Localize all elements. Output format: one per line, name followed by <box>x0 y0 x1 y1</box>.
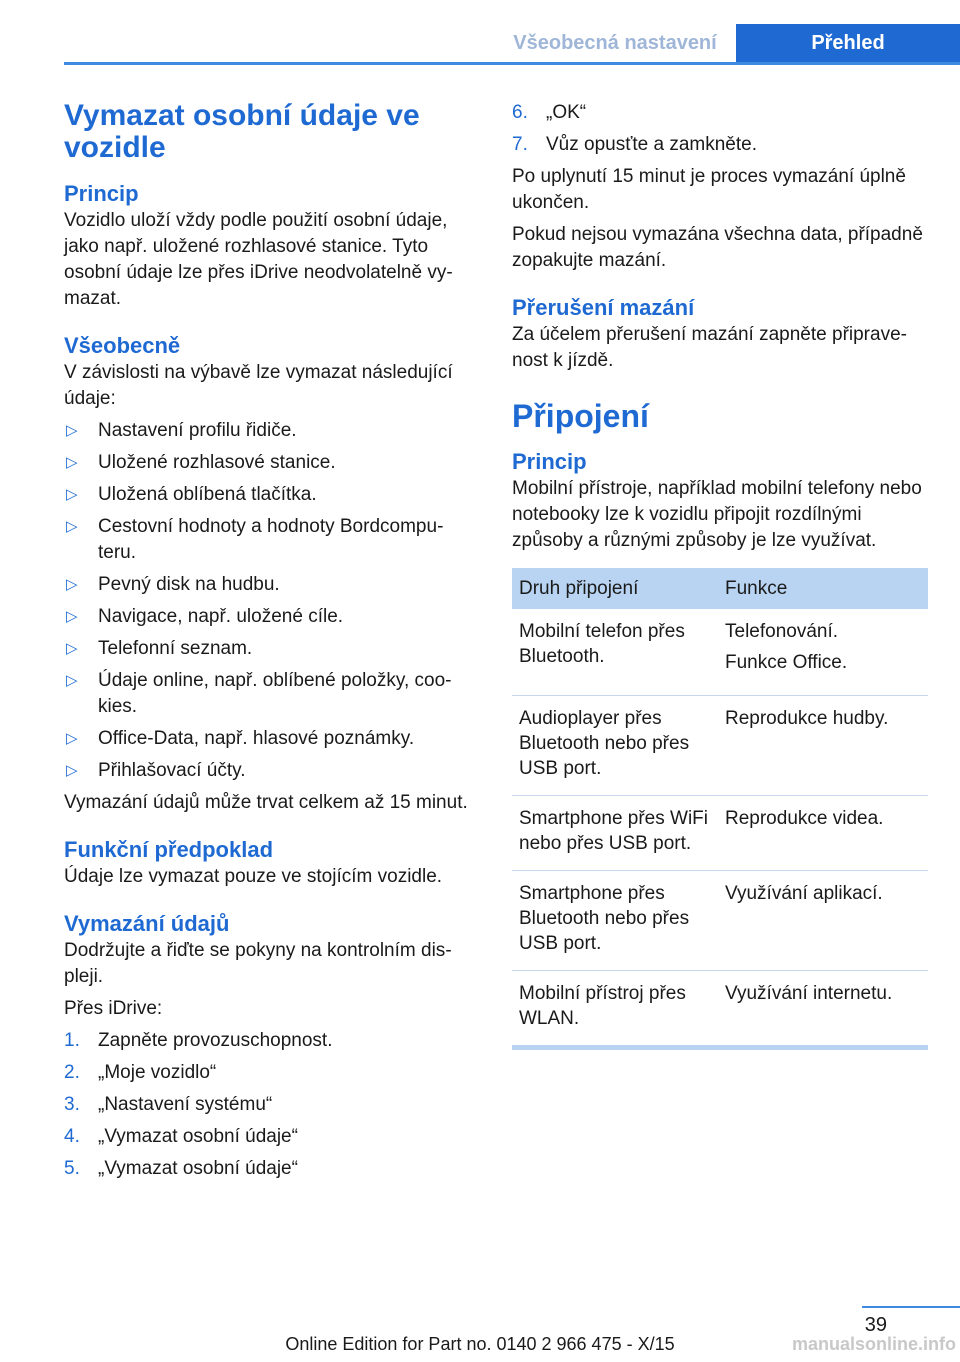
deletable-data-list <box>64 418 472 784</box>
table-row <box>512 871 928 971</box>
connection-type-cell: Smartphone přes WiFi nebo přes USB port. <box>512 796 718 871</box>
general-heading: Všeobecně <box>64 333 181 358</box>
principle-text: Vozidlo uloží vždy podle použití osobní údaje, jako např. uložené rozhlasové stanice. Tyto osobní údaje lze přes iDrive neodvolatelně vymazat. <box>64 210 453 309</box>
connection-principle-section <box>512 448 928 554</box>
triangle-bullet-icon: ▷ <box>66 454 78 471</box>
step-item: 3. „Nastavení systému“ <box>64 1094 273 1115</box>
triangle-bullet-icon: ▷ <box>66 762 78 779</box>
page-title: Vymazat osobní údaje ve vozidle <box>64 99 420 164</box>
function-cell: Využívání aplikací. <box>718 871 928 971</box>
repeat-text: Pokud nejsou vymazána všechna data, případně zopakujte mazání. <box>512 224 923 271</box>
connection-type-cell: Mobilní telefon přes Bluetooth. <box>512 609 718 696</box>
function-cell: Reprodukce videa. <box>718 796 928 871</box>
principle-heading: Princip <box>64 181 139 206</box>
edition-footer: Online Edition for Part no. 0140 2 966 475 - X/15 <box>285 1334 675 1354</box>
connection-type-cell: Audioplayer přes Bluetooth nebo přes USB port. <box>512 696 718 796</box>
deletion-via: Přes iDrive: <box>64 998 163 1019</box>
list-item: ▷ Office-Data, např. hlasové poznámky. <box>64 726 472 752</box>
tab-section[interactable]: Všeobecná nastavení <box>494 24 736 62</box>
general-intro: V závislosti na výbavě lze vymazat následující údaje: <box>64 362 453 409</box>
page-number: 39 <box>864 1314 887 1336</box>
precondition-text: Údaje lze vymazat pouze ve stojícím vozidle. <box>64 866 443 887</box>
right-column <box>512 100 928 1050</box>
function-cell: Reprodukce hudby. <box>718 696 928 796</box>
step-item: 6. „OK“ <box>512 102 587 123</box>
function-cell: Využívání internetu. <box>725 983 893 1004</box>
tab-overview[interactable]: Přehled <box>736 24 960 62</box>
precondition-heading: Funkční předpoklad <box>64 837 274 862</box>
header-tabs <box>494 24 960 62</box>
list-item: ▷ Navigace, např. uložené cíle. <box>64 604 472 630</box>
deletion-steps <box>64 1028 472 1182</box>
watermark: manualsonline.info <box>791 1334 956 1354</box>
table-bottom-rule <box>512 1045 928 1050</box>
triangle-bullet-icon: ▷ <box>66 608 78 625</box>
list-item: ▷ Uložené rozhlasové stanice. <box>64 450 472 476</box>
deletion-heading: Vymazání údajů <box>64 911 230 936</box>
header-rule <box>64 62 960 65</box>
connection-principle-heading: Princip <box>512 449 587 474</box>
deletion-text: Dodržujte a řiďte se pokyny na kontrolním displeji. <box>64 940 452 987</box>
after-text: Po uplynutí 15 minut je proces vymazání úplně ukončen. <box>512 166 906 213</box>
left-column <box>64 100 472 1202</box>
column-header: Funkce <box>718 568 928 609</box>
principle-section <box>64 180 472 312</box>
column-header: Druh připojení <box>512 568 718 609</box>
triangle-bullet-icon: ▷ <box>66 672 78 689</box>
list-item: ▷ Údaje online, např. oblíbené položky, cookies. <box>66 670 452 717</box>
connection-table <box>512 568 928 1045</box>
triangle-bullet-icon: ▷ <box>66 576 78 593</box>
precondition-section <box>64 836 472 890</box>
triangle-bullet-icon: ▷ <box>66 518 78 535</box>
connection-title: Připojení <box>512 398 649 434</box>
list-item: ▷ Telefonní seznam. <box>64 636 472 662</box>
triangle-bullet-icon: ▷ <box>66 640 78 657</box>
step-item: 1. Zapněte provozuschopnost. <box>64 1030 333 1051</box>
step-item: 5. „Vymazat osobní údaje“ <box>64 1158 298 1179</box>
step-item: 4. „Vymazat osobní údaje“ <box>64 1126 298 1147</box>
connection-type-cell: Mobilní přístroj přes WLAN. <box>519 983 686 1029</box>
step-item: 7. Vůz opusťte a zamkněte. <box>512 134 757 155</box>
general-section <box>64 332 472 816</box>
interrupt-section <box>512 294 928 374</box>
table-header-row <box>512 568 928 609</box>
table-row <box>512 696 928 796</box>
list-item: ▷ Uložená oblíbená tlačítka. <box>64 482 472 508</box>
page-number-rule <box>862 1306 960 1308</box>
interrupt-heading: Přerušení mazání <box>512 295 695 320</box>
function-cell: Telefonování. Funkce Office. <box>718 609 928 696</box>
deletion-steps-continued <box>512 100 928 158</box>
interrupt-text: Za účelem přerušení mazání zapněte připravenost k jízdě. <box>512 324 907 371</box>
triangle-bullet-icon: ▷ <box>66 730 78 747</box>
list-item: ▷ Nastavení profilu řidiče. <box>64 418 472 444</box>
list-item: ▷ Cestovní hodnoty a hodnoty Bordcomputeru. <box>66 516 444 563</box>
general-outro: Vymazání údajů může trvat celkem až 15 minut. <box>64 792 468 813</box>
table-row <box>512 971 928 1046</box>
connection-principle-text: Mobilní přístroje, například mobilní telefony nebo notebooky lze k vozidlu připojit rozdílnými způsoby a různými způsoby je lze využívat. <box>512 478 922 551</box>
connection-type-cell: Smartphone přes Bluetooth nebo přes USB port. <box>512 871 718 971</box>
list-item: ▷ Pevný disk na hudbu. <box>64 572 472 598</box>
list-item: ▷ Přihlašovací účty. <box>64 758 472 784</box>
step-item: 2. „Moje vozidlo“ <box>64 1062 217 1083</box>
triangle-bullet-icon: ▷ <box>66 486 78 503</box>
table-row <box>512 796 928 871</box>
triangle-bullet-icon: ▷ <box>66 422 78 439</box>
deletion-section <box>64 910 472 1182</box>
table-row <box>512 609 928 696</box>
